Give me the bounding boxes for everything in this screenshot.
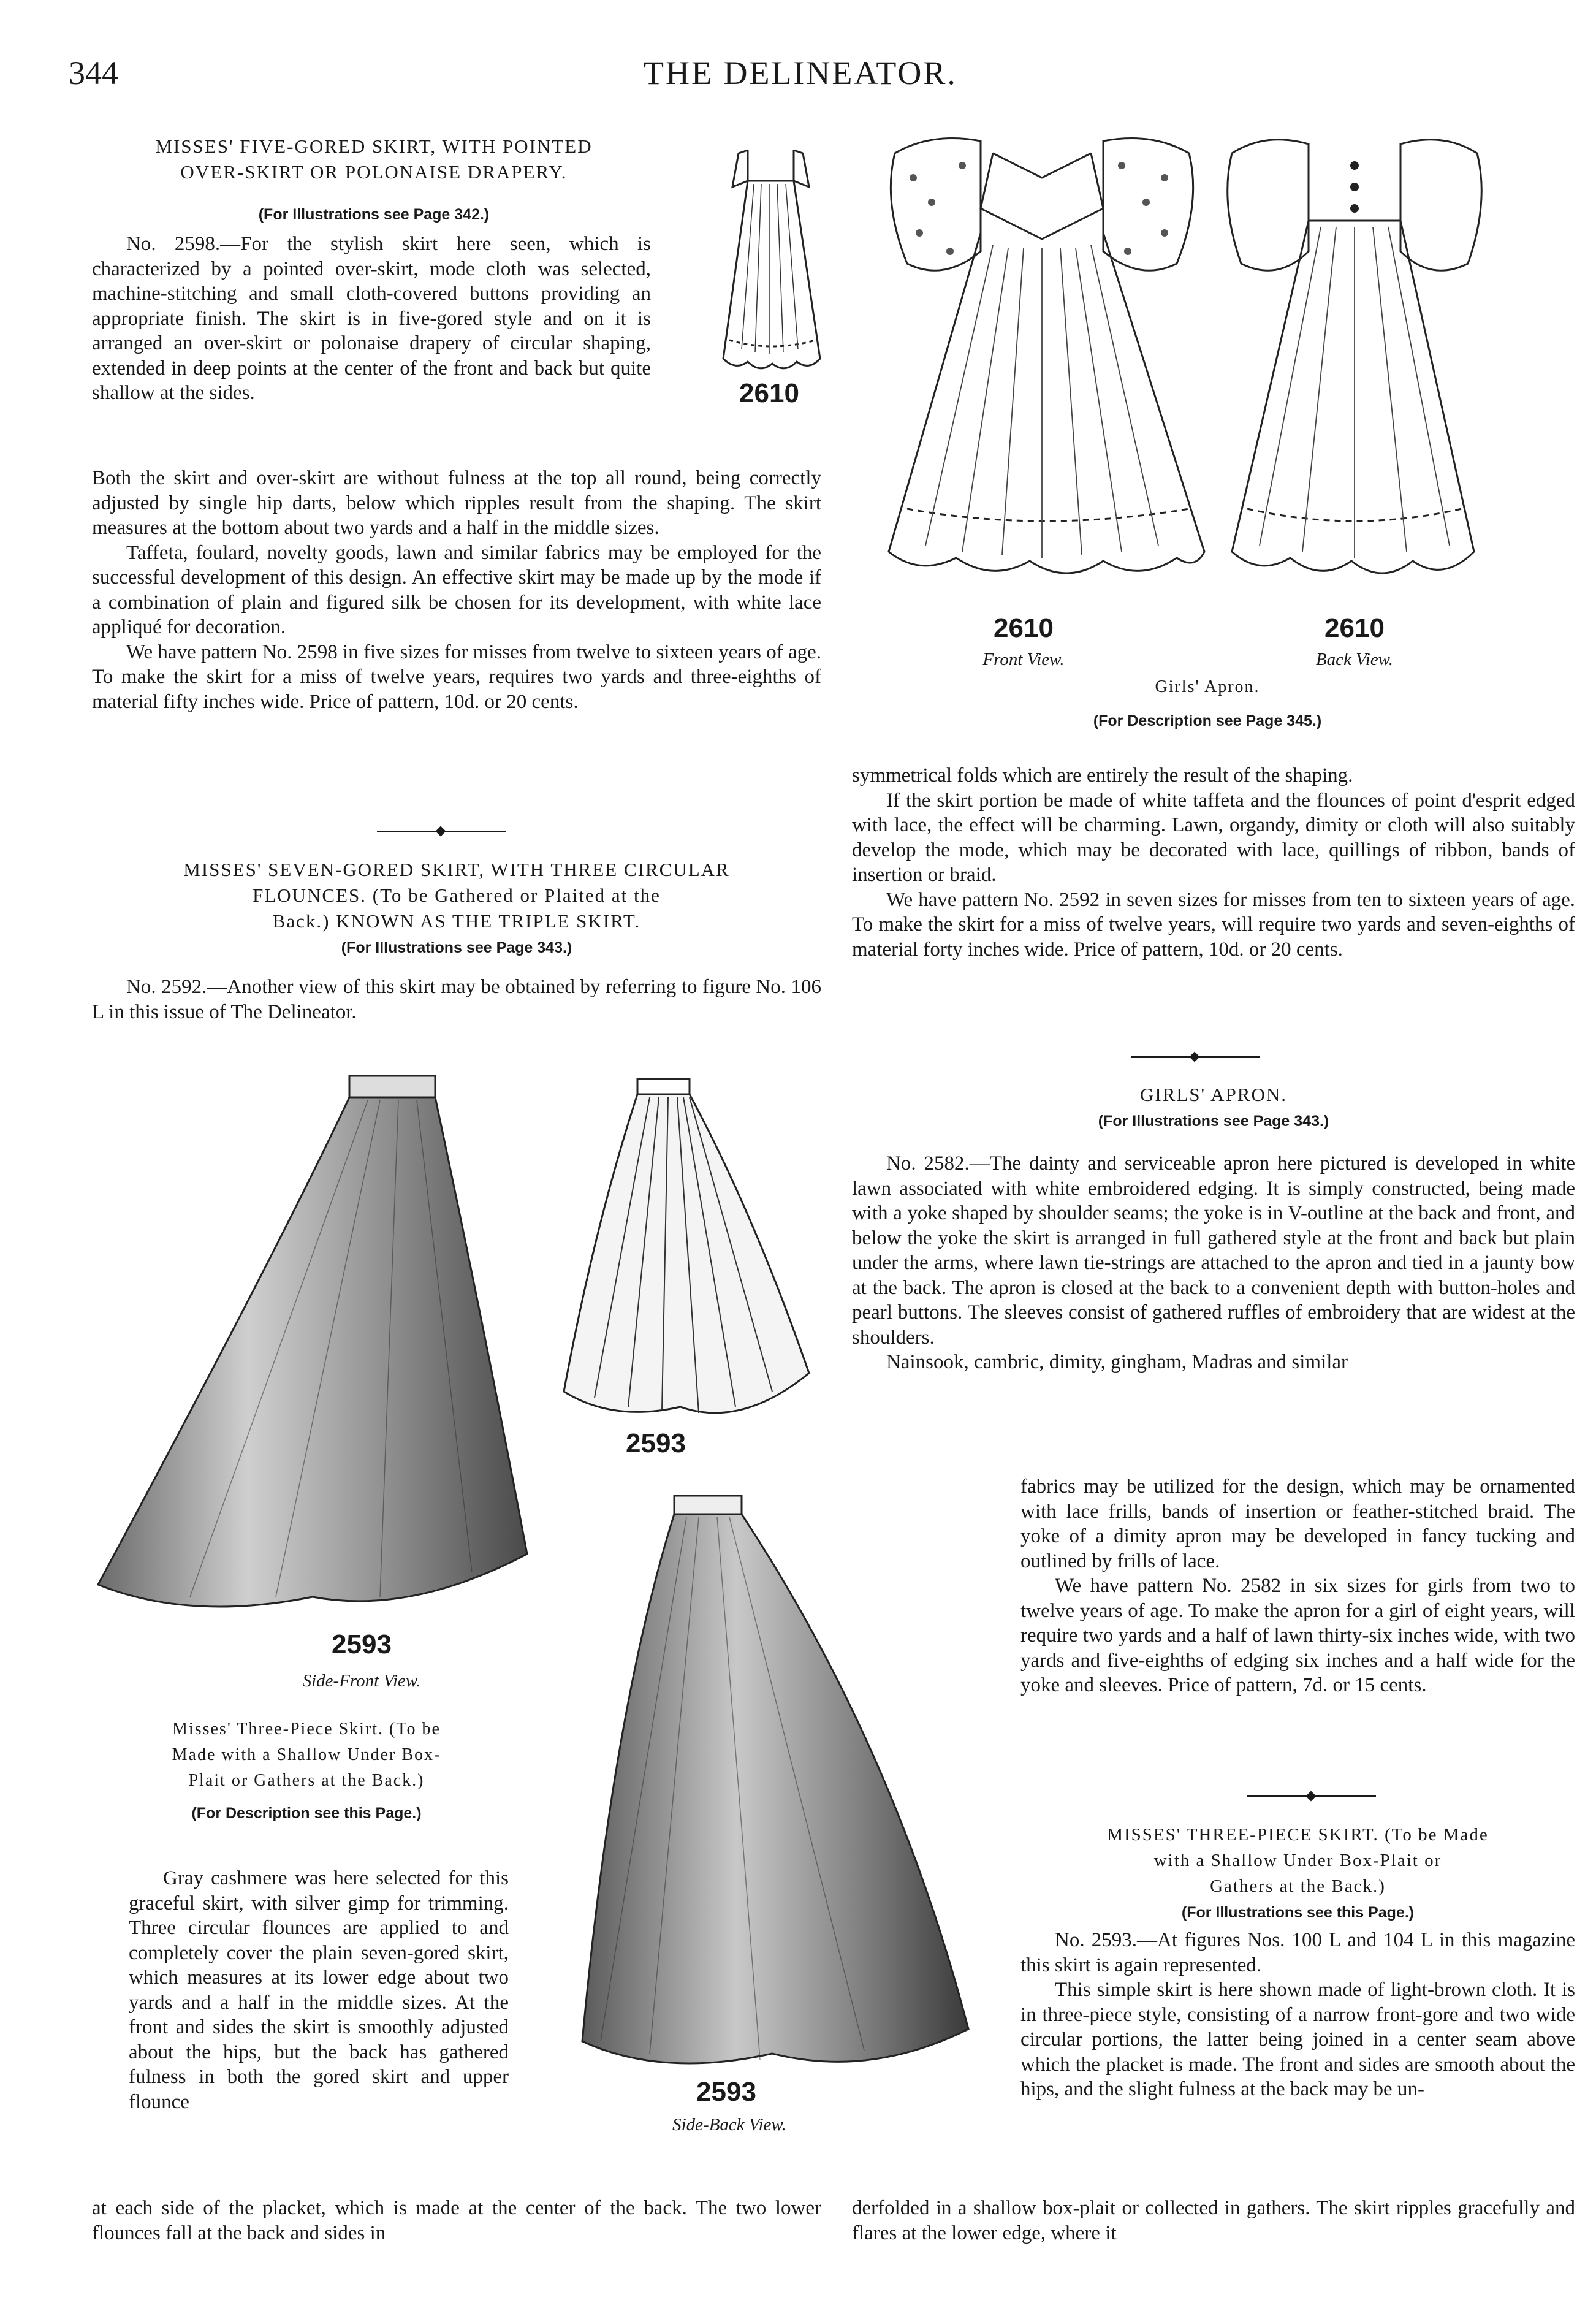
article-girls-apron-body bbox=[852, 1151, 1575, 1375]
article-three-piece-skirt-body bbox=[1020, 1928, 1575, 2102]
skirt-side-back-drawing bbox=[576, 1490, 975, 2078]
article-five-gored-skirt-heading bbox=[92, 134, 656, 226]
article-three-piece-skirt-heading bbox=[1020, 1822, 1575, 1924]
figure-number: 2593 bbox=[626, 1428, 686, 1458]
article-title: with a Shallow Under Box-Plait or bbox=[1153, 1851, 1442, 1870]
apron-back-drawing bbox=[1217, 129, 1492, 604]
paragraph: We have pattern No. 2598 in five sizes for misses from twelve to sixteen years of age. To make the skirt for a miss of twelve years, requires two yards and three-eighths of material fifty inches wide. Price of pattern, 10d. or 20 cents. bbox=[92, 641, 821, 713]
article-title: MISSES' SEVEN-GORED SKIRT, WITH THREE CIRCULAR bbox=[183, 859, 730, 880]
paragraph: Taffeta, foulard, novelty goods, lawn and similar fabrics may be employed for the successful development of this design. An effective skirt may be made up by the mode if a combination of plain and figured silk be chosen for its development, with white lace appliqué for decoration. bbox=[92, 541, 821, 638]
paragraph: Both the skirt and over-skirt are without fulness at the top all round, being correctly adjusted by single hip darts, below which ripples result from the shaping. The skirt measures at the bottom about two yards and a half in the middle sizes. bbox=[92, 467, 821, 539]
figure-caption: Back View. bbox=[1315, 650, 1394, 669]
illustration-reference: (For Illustrations see Page 343.) bbox=[1098, 1113, 1329, 1130]
paragraph: This simple skirt is here shown made of light-brown cloth. It is in three-piece style, consisting of a narrow front-gore and two wide circular portions, the latter being joined in a center seam above which the placket is made. The front and sides are smooth about the hips, and the slight fulness at the back may be un- bbox=[1020, 1979, 1575, 2100]
ornament-divider bbox=[1247, 1790, 1376, 1797]
figure-title: Made with a Shallow Under Box- bbox=[172, 1745, 441, 1764]
article-seven-gored-skirt-intro bbox=[92, 975, 821, 1024]
paragraph: fabrics may be utilized for the design, which may be ornamented with lace frills, bands of insertion or feather-stitched braid. The yoke of a dimity apron may be developed in fancy tucking and outlined by frills of lace. bbox=[1020, 1476, 1575, 1572]
figure-title: Girls' Apron. bbox=[1155, 677, 1260, 696]
figure-number: 2593 bbox=[332, 1629, 392, 1659]
paragraph: If the skirt portion be made of white taffeta and the flounces of point d'esprit edged with lace, the effect will be charming. Lawn, organdy, dimity or cloth will also suitably develop the mode, which may be decorated with lace, quillings of ribbon, bands of insertion or braid. bbox=[852, 789, 1575, 886]
article-title: Back.) KNOWN AS THE TRIPLE SKIRT. bbox=[272, 910, 641, 932]
article-title: OVER-SKIRT OR POLONAISE DRAPERY. bbox=[180, 161, 568, 183]
skirt-small-drawing bbox=[558, 1073, 815, 1434]
figure-title: Misses' Three-Piece Skirt. (To be bbox=[172, 1719, 441, 1738]
paragraph: We have pattern No. 2592 in seven sizes for misses from ten to sixteen years of age. To make the skirt for a miss of twelve years, will require two yards and seven-eighths of material forty inches wide. Price of pattern, 10d. or 20 cents. bbox=[852, 888, 1575, 961]
article-title: GIRLS' APRON. bbox=[1139, 1084, 1288, 1105]
figure-number: 2593 bbox=[696, 2077, 756, 2107]
apron-back-illustration bbox=[1217, 129, 1492, 604]
paragraph: symmetrical folds which are entirely the result of the shaping. bbox=[852, 764, 1353, 786]
article-five-gored-skirt-body-top bbox=[92, 232, 651, 406]
running-head: THE DELINEATOR. bbox=[644, 55, 957, 91]
paragraph: at each side of the placket, which is made at the center of the back. The two lower flounces fall at the back and sides in bbox=[92, 2197, 821, 2244]
paragraph: No. 2598.—For the stylish skirt here seen, which is characterized by a pointed over-skirt, mode cloth was selected, machine-stitching and small cloth-covered buttons providing an appropriate finish. The skirt is in five-gored style and on it is arranged an over-skirt or polonaise drapery of circular shaping, extended in deep points at the center of the front and back but quite shallow at the sides. bbox=[92, 233, 651, 404]
article-seven-gored-skirt-body bbox=[129, 1866, 509, 2114]
article-three-piece-skirt-bottom bbox=[852, 2196, 1575, 2245]
paragraph: No. 2593.—At figures Nos. 100 L and 104 L in this magazine this skirt is again represented. bbox=[1020, 1929, 1575, 1976]
article-five-gored-skirt-body bbox=[92, 466, 821, 714]
ornament-divider bbox=[1131, 1051, 1260, 1058]
article-seven-gored-skirt-continued bbox=[852, 763, 1575, 962]
figure-2593-title bbox=[92, 1716, 521, 1824]
ornament-divider bbox=[377, 825, 506, 832]
article-title: MISSES' THREE-PIECE SKIRT. (To be Made bbox=[1107, 1825, 1489, 1845]
figure-number: 2610 bbox=[994, 613, 1054, 643]
article-seven-gored-skirt-heading bbox=[92, 857, 821, 959]
article-girls-apron-heading bbox=[852, 1082, 1575, 1132]
figure-number: 2610 bbox=[1324, 613, 1385, 643]
article-title: MISSES' FIVE-GORED SKIRT, WITH POINTED bbox=[155, 135, 593, 157]
page-number: 344 bbox=[69, 55, 118, 91]
article-girls-apron-body-narrow bbox=[1020, 1474, 1575, 1698]
paragraph: We have pattern No. 2582 in six sizes for girls from two to twelve years of age. To make the apron for a girl of eight years, will require two yards and a half of lawn thirty-six inches wide, with two yards and five-eighths of edging six inches and a half wide for the yoke and sleeves. Price of pattern, 7d. or 15 cents. bbox=[1020, 1575, 1575, 1696]
paragraph: derfolded in a shallow box-plait or collected in gathers. The skirt ripples gracefully and flares at the lower edge, where it bbox=[852, 2197, 1575, 2244]
figure-caption: Side-Back View. bbox=[672, 2115, 786, 2134]
article-seven-gored-skirt-body-end bbox=[92, 2196, 821, 2245]
skirt-side-back-illustration bbox=[576, 1490, 975, 2078]
skirt-small-illustration bbox=[558, 1073, 815, 1434]
skirt-side-front-illustration bbox=[92, 1070, 533, 1621]
illustration-reference: (For Illustrations see Page 342.) bbox=[258, 206, 490, 223]
apron-front-illustration bbox=[870, 129, 1214, 604]
illustration-reference: (For Illustrations see Page 343.) bbox=[341, 939, 572, 956]
description-reference: (For Description see this Page.) bbox=[191, 1805, 422, 1822]
figure-caption: Side-Front View. bbox=[302, 1671, 421, 1691]
article-title: Gathers at the Back.) bbox=[1210, 1876, 1386, 1896]
figure-number: 2610 bbox=[739, 378, 799, 408]
paragraph: No. 2582.—The dainty and serviceable apron here pictured is developed in white lawn associated with white embroidered edging. It is simply constructed, being made with a yoke shaped by shoulder seams; the yoke is in V-outline at the back and front, and below the yoke the skirt is arranged in full gathered style at the front and back but plain under the arms, where lawn tie-strings are attached to the apron and tied in a jaunty bow at the back. The apron is closed at the back to a convenient depth with button-holes and pearl buttons. The sleeves consist of gathered ruffles of embroidery that are widest at the shoulders. bbox=[852, 1152, 1575, 1349]
paragraph: Gray cashmere was here selected for this graceful skirt, with silver gimp for trimming. Three circular flounces are applied to and completely cover the plain seven-gored skirt, which measures at its lower edge about two yards and a half in the middle sizes. At the front and sides the skirt is smoothly adjusted about the hips, but the back has gathered fulness in both the gored skirt and upper flounce bbox=[129, 1867, 509, 2113]
paragraph: No. 2592.—Another view of this skirt may be obtained by referring to figure No. 106 L in this issue of The Delineator. bbox=[92, 976, 821, 1023]
apron-front-drawing bbox=[870, 129, 1214, 604]
skirt-side-front-drawing bbox=[92, 1070, 533, 1621]
description-reference: (For Description see Page 345.) bbox=[1093, 712, 1322, 729]
figure-caption: Front View. bbox=[982, 650, 1065, 669]
paragraph: Nainsook, cambric, dimity, gingham, Madras and similar bbox=[886, 1351, 1348, 1373]
figure-title: Plait or Gathers at the Back.) bbox=[188, 1771, 425, 1790]
apron-small-illustration bbox=[711, 138, 830, 395]
illustration-reference: (For Illustrations see this Page.) bbox=[1181, 1904, 1415, 1921]
article-title: FLOUNCES. (To be Gathered or Plaited at the bbox=[253, 885, 661, 906]
apron-small-drawing bbox=[711, 138, 830, 395]
